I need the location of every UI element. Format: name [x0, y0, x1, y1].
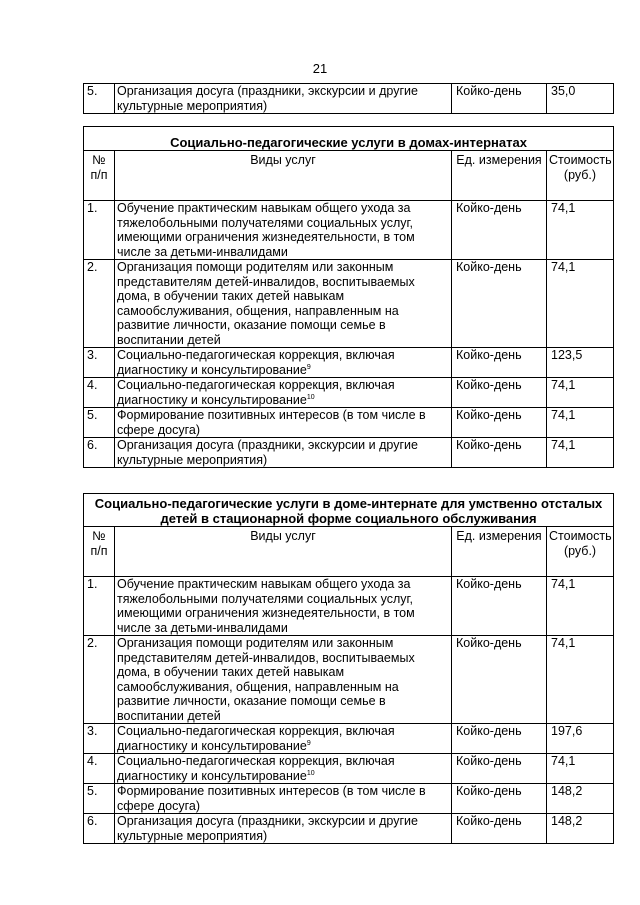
row-number-text: 1.: [87, 201, 98, 215]
cost-cell: [547, 754, 614, 784]
cost-cell: [547, 784, 614, 814]
unit-cell-text: Койко-день: [456, 636, 522, 650]
service-name-text: Организация помощи родителям или законным представителям детей-инвалидов, воспитываемых дома, в обучении таких детей навыкам самообслуживания, общения, направленным на развитие личности, оказание помощи семье в воспитании детей: [117, 260, 415, 347]
service-name: [115, 378, 452, 408]
cost-cell-text: 74,1: [551, 260, 576, 274]
unit-cell-text: Койко-день: [456, 201, 522, 215]
cost-cell: [547, 724, 614, 754]
table-row: [84, 84, 614, 114]
footnote-marker: 10: [306, 393, 315, 401]
row-number: [84, 784, 115, 814]
service-name-text: Организация помощи родителям или законным представителям детей-инвалидов, воспитываемых дома, в обучении таких детей навыкам самообслуживания, общения, направленным на развитие личности, оказание помощи семье в воспитании детей: [117, 636, 415, 723]
cost-cell: [547, 348, 614, 378]
service-name: [115, 348, 452, 378]
cost-cell: [547, 636, 614, 724]
cost-cell-text: 123,5: [551, 348, 583, 362]
service-name: [115, 724, 452, 754]
service-name: [115, 636, 452, 724]
service-name-text: Обучение практическим навыкам общего ухода за тяжелобольными получателями социальных услуг, имеющими ограничения жизнедеятельности, в том числе за детьми-инвалидами: [117, 577, 415, 635]
cost-cell: [547, 577, 614, 636]
table-row: [84, 438, 614, 468]
table-row: [84, 408, 614, 438]
table-row: [84, 724, 614, 754]
cost-cell-text: 148,2: [551, 814, 583, 828]
table-title-line-2: детей в стационарной форме социального обслуживания: [160, 511, 537, 526]
row-number-text: 5.: [87, 784, 98, 798]
row-number-text: 6.: [87, 438, 98, 452]
row-number: [84, 754, 115, 784]
table-row: [84, 814, 614, 844]
service-name-text: Обучение практическим навыкам общего ухода за тяжелобольными получателями социальных услуг, имеющими ограничения жизнедеятельности, в том числе за детьми-инвалидами: [117, 201, 415, 259]
unit-cell-text: Койко-день: [456, 724, 522, 738]
unit-cell: [452, 378, 547, 408]
row-number: [84, 260, 115, 348]
unit-cell: [452, 754, 547, 784]
table-row: [84, 201, 614, 260]
cost-cell-text: 74,1: [551, 201, 576, 215]
footnote-marker: 10: [306, 769, 315, 777]
table-row: [84, 636, 614, 724]
service-name: [115, 754, 452, 784]
unit-cell: [452, 408, 547, 438]
header-unit: Ед. измерения: [452, 151, 547, 201]
table-row: [84, 260, 614, 348]
unit-cell-text: Койко-день: [456, 260, 522, 274]
table-title-row: [84, 494, 614, 527]
header-unit: Ед. измерения: [452, 527, 547, 577]
unit-cell-text: Койко-день: [456, 348, 522, 362]
row-number: [84, 724, 115, 754]
row-number-text: 3.: [87, 724, 98, 738]
unit-cell-text: Койко-день: [456, 577, 522, 591]
cost-cell-text: 74,1: [551, 636, 576, 650]
service-name-text: Организация досуга (праздники, экскурсии и другие культурные мероприятия): [117, 438, 418, 467]
page-number: 21: [312, 61, 328, 76]
header-name: Виды услуг: [115, 151, 452, 201]
unit-cell: [452, 724, 547, 754]
cost-cell-text: 74,1: [551, 378, 576, 392]
cost-cell-text: 74,1: [551, 754, 576, 768]
row-number-text: 4.: [87, 754, 98, 768]
table-title-line-1: Социально-педагогические услуги в доме-интернате для умственно отсталых: [94, 496, 603, 511]
unit-cell: Койко-день: [452, 84, 547, 114]
services-table-intellectual-disability-home: [83, 493, 614, 844]
unit-cell-text: Койко-день: [456, 408, 522, 422]
table-row: [84, 577, 614, 636]
row-number-text: 1.: [87, 577, 98, 591]
row-number-text: 2.: [87, 260, 98, 274]
unit-cell: [452, 348, 547, 378]
table-row: [84, 784, 614, 814]
row-number-text: 2.: [87, 636, 98, 650]
row-number: [84, 378, 115, 408]
cost-cell-text: 74,1: [551, 577, 576, 591]
service-name: [115, 577, 452, 636]
cost-cell: [547, 438, 614, 468]
unit-cell-text: Койко-день: [456, 378, 522, 392]
continuation-table: [83, 83, 614, 114]
service-name: [115, 260, 452, 348]
unit-cell-text: Койко-день: [456, 784, 522, 798]
header-num: № п/п: [84, 151, 115, 201]
cost-cell: [547, 408, 614, 438]
service-name: [115, 201, 452, 260]
header-cost: Стоимость (руб.): [547, 151, 614, 201]
table-header-row: [84, 527, 614, 577]
unit-cell: [452, 636, 547, 724]
cost-cell-text: 74,1: [551, 408, 576, 422]
service-name: [115, 408, 452, 438]
row-number-text: 4.: [87, 378, 98, 392]
service-name-text: Социально-педагогическая коррекция, включая диагностику и консультирование: [117, 378, 395, 407]
table-header-row: [84, 151, 614, 201]
row-number: [84, 577, 115, 636]
table-row: [84, 378, 614, 408]
unit-cell: [452, 201, 547, 260]
service-name-text: Формирование позитивных интересов (в том числе в сфере досуга): [117, 408, 426, 437]
row-number-text: 5.: [87, 408, 98, 422]
table-row: [84, 754, 614, 784]
row-number: [84, 814, 115, 844]
cost-cell: [547, 201, 614, 260]
service-name-text: Социально-педагогическая коррекция, включая диагностику и консультирование: [117, 754, 395, 783]
row-number: [84, 348, 115, 378]
row-number-text: 6.: [87, 814, 98, 828]
cost-cell-text: 74,1: [551, 438, 576, 452]
header-name: Виды услуг: [115, 527, 452, 577]
service-name-text: Социально-педагогическая коррекция, включая диагностику и консультирование: [117, 348, 395, 377]
service-name: [115, 814, 452, 844]
unit-cell-text: Койко-день: [456, 754, 522, 768]
unit-cell: [452, 577, 547, 636]
unit-cell: [452, 784, 547, 814]
table-row: [84, 348, 614, 378]
service-name: Организация досуга (праздники, экскурсии и другие культурные мероприятия): [115, 84, 452, 114]
service-name-text: Социально-педагогическая коррекция, включая диагностику и консультирование: [117, 724, 395, 753]
service-name-text: Организация досуга (праздники, экскурсии и другие культурные мероприятия): [117, 814, 418, 843]
service-name: [115, 438, 452, 468]
table-title: Социально-педагогические услуги в домах-интернатах: [84, 127, 614, 151]
unit-cell: [452, 814, 547, 844]
cost-cell: 35,0: [547, 84, 614, 114]
unit-cell-text: Койко-день: [456, 814, 522, 828]
row-number: 5.: [84, 84, 115, 114]
unit-cell-text: Койко-день: [456, 438, 522, 452]
footnote-marker: 9: [306, 739, 311, 747]
header-cost: Стоимость (руб.): [547, 527, 614, 577]
row-number-text: 3.: [87, 348, 98, 362]
table-title: [84, 494, 614, 527]
services-table-boarding-homes: [83, 126, 614, 468]
cost-cell-text: 197,6: [551, 724, 583, 738]
cost-cell: [547, 260, 614, 348]
row-number: [84, 408, 115, 438]
cost-cell-text: 148,2: [551, 784, 583, 798]
unit-cell: [452, 260, 547, 348]
row-number: [84, 201, 115, 260]
unit-cell: [452, 438, 547, 468]
service-name: [115, 784, 452, 814]
row-number: [84, 438, 115, 468]
cost-cell: [547, 814, 614, 844]
row-number: [84, 636, 115, 724]
footnote-marker: 9: [306, 363, 311, 371]
service-name-text: Формирование позитивных интересов (в том числе в сфере досуга): [117, 784, 426, 813]
table-title-row: [84, 127, 614, 151]
header-num: № п/п: [84, 527, 115, 577]
cost-cell: [547, 378, 614, 408]
